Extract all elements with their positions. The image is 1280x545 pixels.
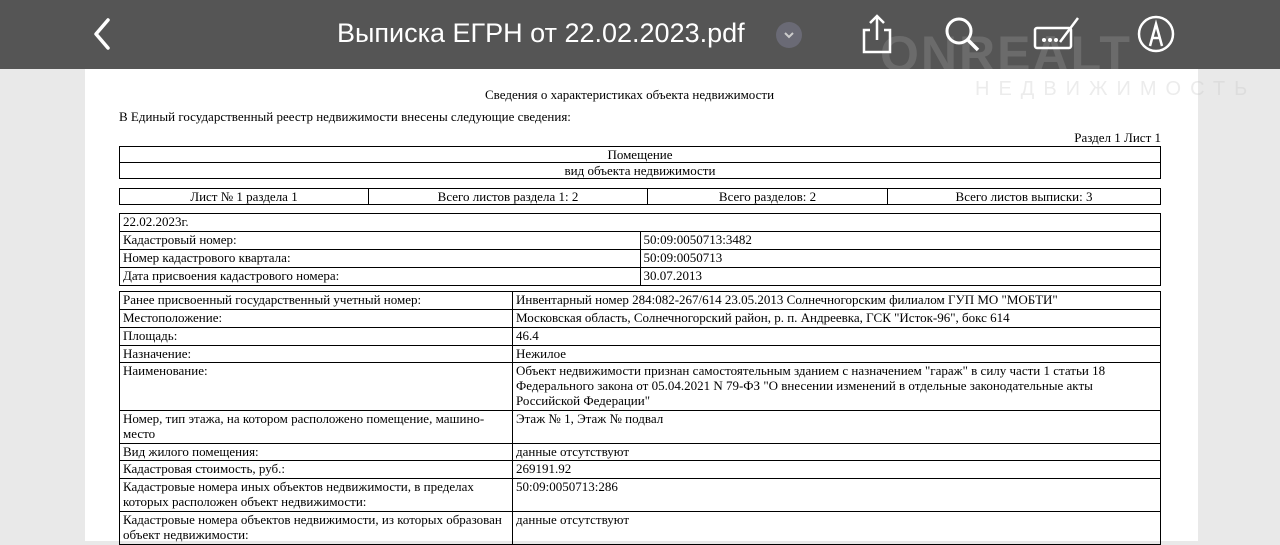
markup-button[interactable] bbox=[1134, 12, 1178, 56]
field-value: 46.4 bbox=[513, 328, 1161, 346]
section-ref: Раздел 1 Лист 1 bbox=[1074, 130, 1161, 145]
watermark-subtitle: НЕДВИЖИМОСТЬ bbox=[975, 78, 1257, 100]
field-label: Номер кадастрового квартала: bbox=[120, 250, 641, 268]
markup-pen-icon bbox=[1134, 12, 1178, 56]
pdf-page bbox=[85, 69, 1198, 541]
field-value: Инвентарный номер 284:082-267/614 23.05.2013 Солнечногорским филиалом ГУП МО "МОБТИ" bbox=[513, 292, 1161, 310]
doc-heading: Сведения о характеристиках объекта недвижимости bbox=[485, 87, 775, 102]
title-menu-button[interactable] bbox=[776, 22, 802, 48]
signature-icon bbox=[1032, 12, 1082, 56]
signature-button[interactable] bbox=[1032, 12, 1076, 56]
field-label: Вид жилого помещения: bbox=[120, 444, 513, 461]
field-value: Московская область, Солнечногорский район, р. п. Андреевка, ГСК "Исток-96", бокс 614 bbox=[513, 310, 1161, 328]
field-value: 30.07.2013 bbox=[640, 268, 1161, 286]
field-label: Кадастровые номера иных объектов недвижимости, в пределах которых расположен объект недвижимости: bbox=[120, 479, 513, 512]
field-value: 269191.92 bbox=[513, 461, 1161, 479]
field-label: Дата присвоения кадастрового номера: bbox=[120, 268, 641, 286]
field-label: Кадастровые номера объектов недвижимости, из которых образован объект недвижимости: bbox=[120, 512, 513, 545]
field-label: Ранее присвоенный государственный учетный номер: bbox=[120, 292, 513, 310]
sheet-info-cell: Всего листов раздела 1: 2 bbox=[369, 189, 648, 205]
field-value: данные отсутствуют bbox=[513, 512, 1161, 545]
document-title: Выписка ЕГРН от 22.02.2023.pdf bbox=[337, 18, 745, 48]
field-value: 50:09:0050713 bbox=[640, 250, 1161, 268]
back-button[interactable] bbox=[88, 14, 118, 54]
back-chevron-icon bbox=[88, 14, 118, 54]
field-label: Площадь: bbox=[120, 328, 513, 346]
field-value: 50:09:0050713:3482 bbox=[640, 232, 1161, 250]
sheet-info-table bbox=[119, 188, 1161, 205]
doc-intro: В Единый государственный реестр недвижимости внесены следующие сведения: bbox=[119, 109, 571, 124]
sheet-info-cell: Всего листов выписки: 3 bbox=[888, 189, 1161, 205]
share-icon bbox=[855, 12, 899, 56]
dropdown-chevron-icon bbox=[782, 30, 796, 40]
field-value: Объект недвижимости признан самостоятельным зданием с назначением "гараж" в силу части 1 статьи 18 Федерального закона от 05.04.2021 N 79-ФЗ "О внесении изменений в отдельные законодательные акты Российской Федерации" bbox=[513, 363, 1161, 411]
field-label: Назначение: bbox=[120, 346, 513, 363]
field-label: Номер, тип этажа, на котором расположено помещение, машино-место bbox=[120, 411, 513, 444]
field-value: 50:09:0050713:286 bbox=[513, 479, 1161, 512]
search-icon bbox=[940, 12, 984, 56]
field-value: данные отсутствуют bbox=[513, 444, 1161, 461]
toolbar bbox=[0, 0, 1280, 69]
field-label: Кадастровый номер: bbox=[120, 232, 641, 250]
field-value: Нежилое bbox=[513, 346, 1161, 363]
field-label: Наименование: bbox=[120, 363, 513, 411]
extract-date: 22.02.2023г. bbox=[120, 214, 1161, 232]
sheet-info-cell: Всего разделов: 2 bbox=[648, 189, 888, 205]
field-value: Этаж № 1, Этаж № подвал bbox=[513, 411, 1161, 444]
object-type-table bbox=[119, 146, 1161, 179]
cadastral-table bbox=[119, 213, 1161, 286]
characteristics-table bbox=[119, 291, 1161, 545]
field-label: Кадастровая стоимость, руб.: bbox=[120, 461, 513, 479]
sheet-info-cell: Лист № 1 раздела 1 bbox=[120, 189, 369, 205]
search-button[interactable] bbox=[940, 12, 984, 56]
object-type-caption: вид объекта недвижимости bbox=[120, 163, 1161, 179]
object-type: Помещение bbox=[120, 147, 1161, 163]
share-button[interactable] bbox=[855, 12, 899, 56]
field-label: Местоположение: bbox=[120, 310, 513, 328]
